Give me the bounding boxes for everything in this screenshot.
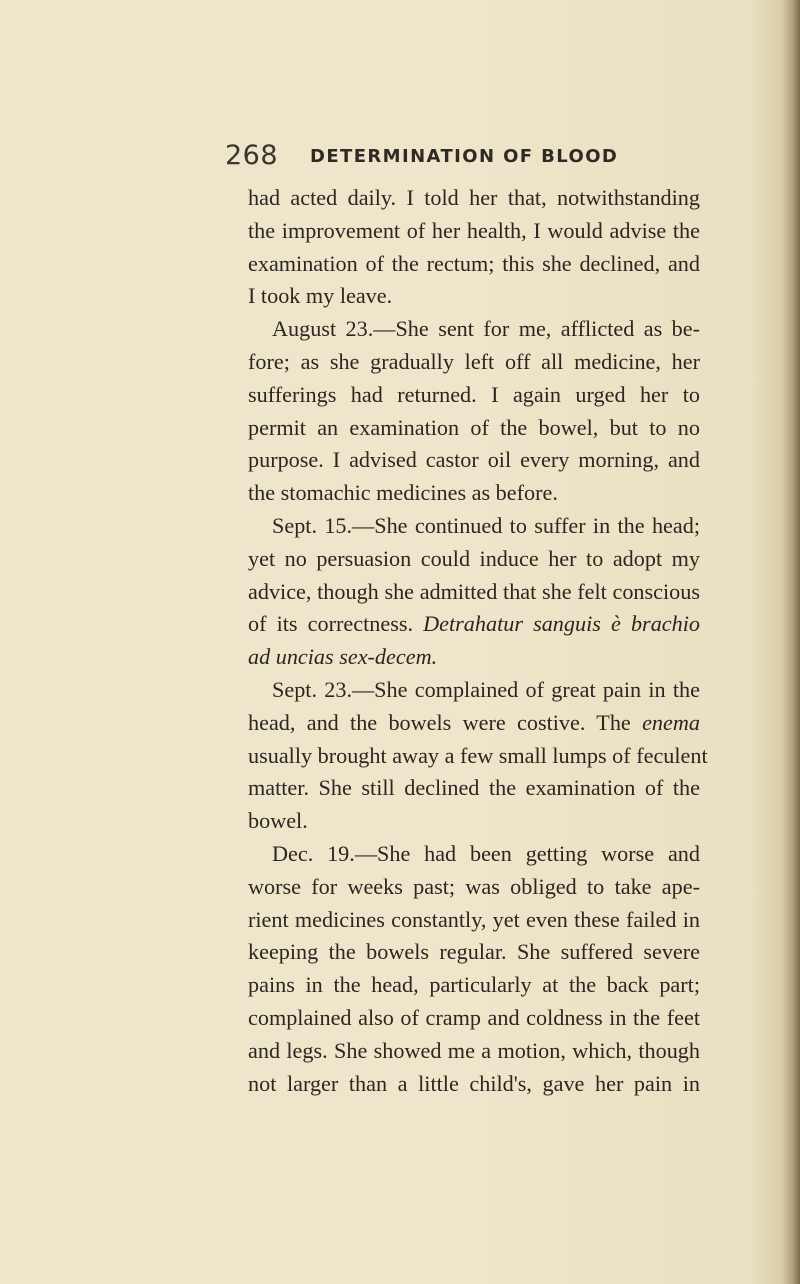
text-line: usually brought away a few small lumps of feculent [248,742,708,768]
text-line: complained also of cramp and coldness in the feet [248,1004,700,1030]
text-line: had acted daily. I told her that, notwithstanding [248,185,700,210]
text-line: I took my leave. [248,283,393,309]
text-line: matter. She still declined the examination of the [248,775,700,801]
text-line [248,707,700,740]
latin-prescription: Detrahatur sanguis è brachio [423,611,700,637]
paragraph-start-line: Sept. 15.—She continued to suffer in the head; [272,512,700,538]
text-line: the improvement of her health, I would advise the [248,217,700,243]
text-line: and legs. She showed me a motion, which, though [248,1037,700,1063]
text-line [248,608,700,641]
running-head: DETERMINATION OF BLOOD [310,146,619,167]
text-line: not larger than a little child's, gave her pain in [248,1070,700,1096]
italic-term: enema [642,709,700,735]
text-line: yet no persuasion could induce her to adopt my [248,545,700,571]
text-line: rient medicines constantly, yet even these failed in [248,906,700,932]
text-line: fore; as she gradually left off all medicine, her [248,348,700,374]
latin-prescription-line: ad uncias sex-decem. [248,644,438,670]
text-line: worse for weeks past; was obliged to take ape- [248,873,700,899]
page-number: 268 [225,140,279,171]
page-header [225,140,745,180]
paragraph-start-line: Sept. 23.—She complained of great pain in the [272,676,700,702]
text-line: purpose. I advised castor oil every morning, and [248,447,700,473]
text-line: pains in the head, particularly at the back part; [248,972,700,998]
paragraph-start-line: August 23.—She sent for me, afflicted as be- [272,316,700,342]
page-edge-shadow [782,0,800,1284]
text-line: the stomachic medicines as before. [248,480,558,506]
text-segment: of its correctness. [248,611,424,637]
text-line: advice, though she admitted that she felt conscious [248,578,700,604]
text-line: examination of the rectum; this she declined, and [248,250,700,276]
text-line: sufferings had returned. I again urged her to [248,381,700,407]
text-line: keeping the bowels regular. She suffered severe [248,939,700,965]
paragraph-start-line: Dec. 19.—She had been getting worse and [272,840,700,866]
body-text [248,182,708,1100]
text-line: bowel. [248,808,308,834]
text-line: permit an examination of the bowel, but to no [248,414,700,440]
text-segment: head, and the bowels were costive. The [248,709,643,735]
